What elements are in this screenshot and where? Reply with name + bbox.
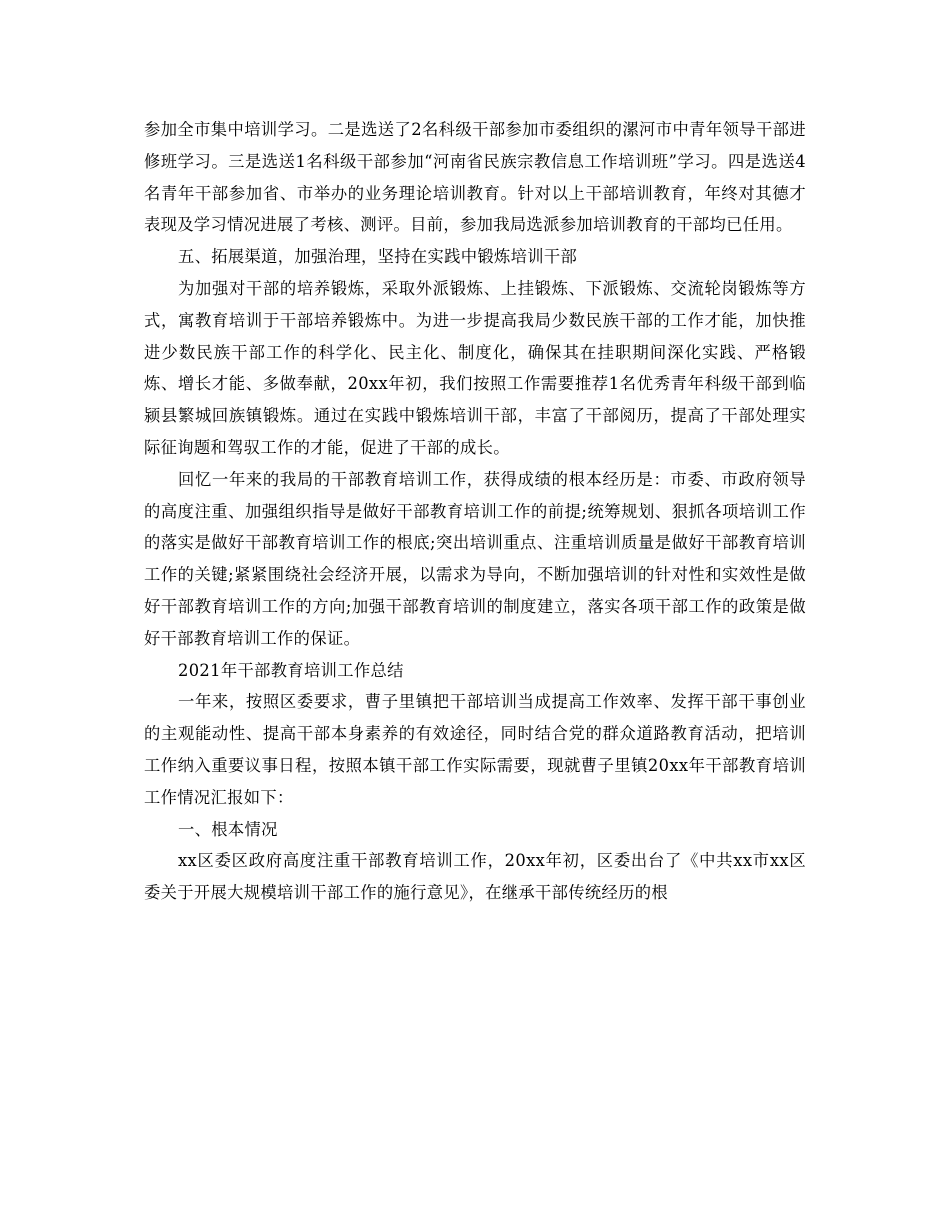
paragraph-introduction: 一年来，按照区委要求，曹子里镇把干部培训当成提高工作效率、发挥干部干事创业的主观能动性、提高干部本身素养的有效途径，同时结合党的群众道路教育活动，把培训工作纳入重要议事日程，按照本镇干部工作实际需要，现就曹子里镇20xx年干部教育培训工作情况汇报如下：	[144, 692, 806, 807]
paragraph-basic-situation: xx区委区政府高度注重干部教育培训工作，20xx年初，区委出台了《中共xx市xx区委关于开展大规模培训干部工作的施行意见》，在继承干部传统经历的根	[144, 851, 806, 903]
section-heading-one: 一、根本情况	[178, 819, 278, 839]
paragraph-experience-summary: 回忆一年来的我局的干部教育培训工作，获得成绩的根本经历是：市委、市政府领导的高度注重、加强组织指导是做好干部教育培训工作的前提;统筹规划、狠抓各项培训工作的落实是做好干部教育培训工作的根底;突出培训重点、注重培训质量是做好干部教育培训工作的关键;紧紧围绕社会经济开展，以需求为导向，不断加强培训的针对性和实效性是做好干部教育培训工作的方向;加强干部教育培训的制度建立，落实各项干部工作的政策是做好干部教育培训工作的保证。	[144, 469, 806, 648]
paragraph-training-practice: 为加强对干部的培养锻炼，采取外派锻炼、上挂锻炼、下派锻炼、交流轮岗锻炼等方式，寓教育培训于干部培养锻炼中。为进一步提高我局少数民族干部的工作才能，加快推进少数民族干部工作的科学化、民主化、制度化，确保其在挂职期间深化实践、严格锻炼、增长才能、多做奉献，20xx年初，我们按照工作需要推荐1名优秀青年科级干部到临颍县繁城回族镇锻炼。通过在实践中锻炼培训干部，丰富了干部阅历，提高了干部处理实际征询题和驾驭工作的才能，促进了干部的成长。	[144, 278, 806, 457]
section-heading-five: 五、拓展渠道，加强治理，坚持在实践中锻炼培训干部	[178, 247, 578, 267]
document-body	[144, 114, 806, 909]
document-subtitle: 2021年干部教育培训工作总结	[178, 660, 404, 680]
paragraph-continuation: 参加全市集中培训学习。二是选送了2名科级干部参加市委组织的漯河市中青年领导干部进修班学习。三是选送1名科级干部参加“河南省民族宗教信息工作培训班”学习。四是选送4名青年干部参加省、市举办的业务理论培训教育。针对以上干部培训教育，年终对其德才表现及学习情况进展了考核、测评。目前，参加我局选派参加培训教育的干部均已任用。	[144, 120, 806, 235]
